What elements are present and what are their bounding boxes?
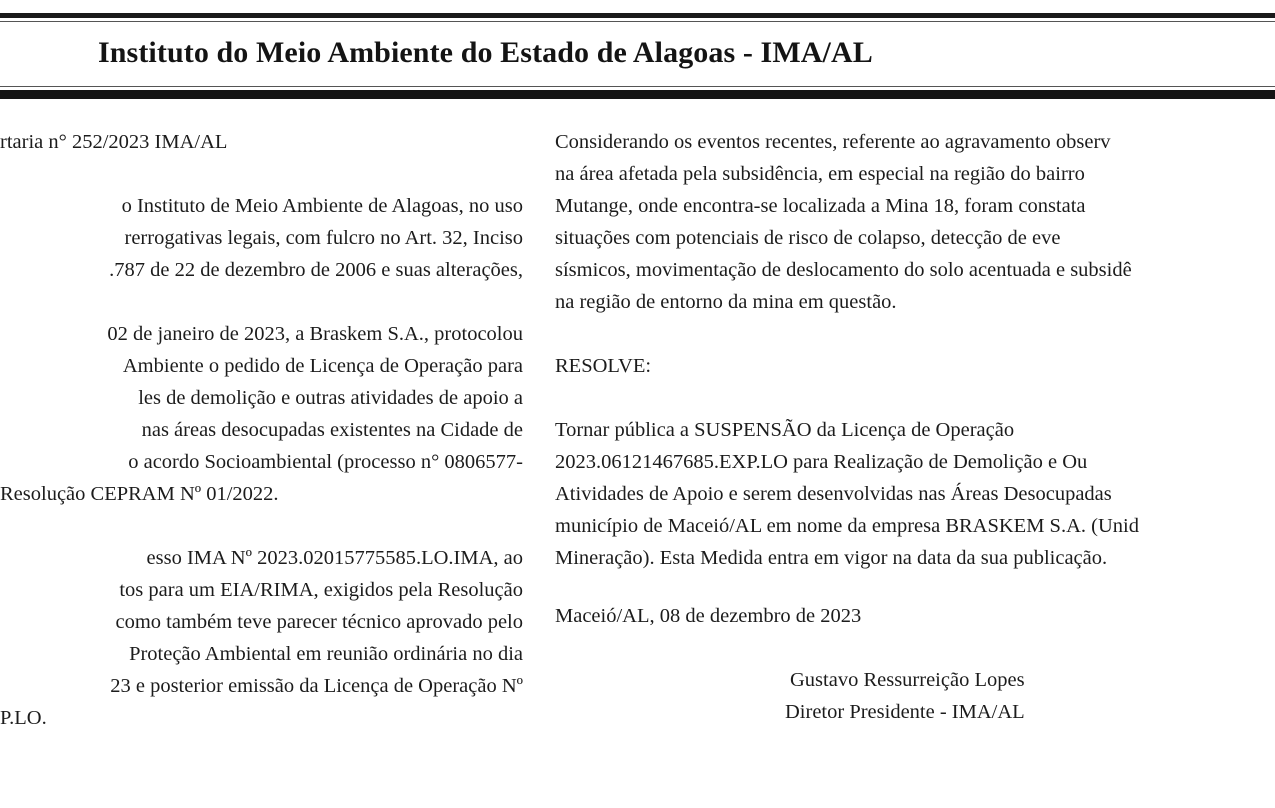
considerando-line: situações com potenciais de risco de colapso, detecção de eve (555, 227, 1061, 249)
resolve-heading: RESOLVE: (555, 355, 652, 377)
header-top-rule (0, 13, 1275, 18)
paragraph3-line: P.LO. (0, 707, 47, 729)
paragraph1-line: rerrogativas legais, com fulcro no Art. 32, Inciso (124, 227, 523, 249)
paragraph1-line: o Instituto de Meio Ambiente de Alagoas, no uso (121, 195, 523, 217)
paragraph2-line: les de demolição e outras atividades de apoio a (138, 387, 523, 409)
considerando-line: Considerando os eventos recentes, referente ao agravamento observ (555, 131, 1111, 153)
header-bottom-thin-rule (0, 86, 1275, 87)
tornar-line: município de Maceió/AL em nome da empresa BRASKEM S.A. (Unid (555, 515, 1139, 537)
date-line: Maceió/AL, 08 de dezembro de 2023 (555, 605, 862, 627)
tornar-line: Mineração). Esta Medida entra em vigor na data da sua publicação. (555, 547, 1108, 569)
paragraph3-line: como também teve parecer técnico aprovado pelo (115, 611, 523, 633)
tornar-line: Atividades de Apoio e serem desenvolvidas nas Áreas Desocupadas (555, 483, 1112, 505)
signatory-name: Gustavo Ressurreição Lopes (790, 669, 1025, 691)
paragraph2-line: 02 de janeiro de 2023, a Braskem S.A., protocolou (107, 323, 523, 345)
paragraph2-line: Ambiente o pedido de Licença de Operação para (122, 355, 523, 377)
paragraph3-line: tos para um EIA/RIMA, exigidos pela Resolução (119, 579, 523, 601)
paragraph3-line: 23 e posterior emissão da Licença de Operação Nº (110, 675, 523, 697)
page-title: Instituto do Meio Ambiente do Estado de Alagoas - IMA/AL (98, 36, 873, 69)
tornar-line: 2023.06121467685.EXP.LO para Realização de Demolição e Ou (555, 451, 1088, 473)
paragraph2-line: Resolução CEPRAM Nº 01/2022. (0, 483, 279, 505)
considerando-line: na região de entorno da mina em questão. (555, 291, 897, 313)
paragraph2-line: o acordo Socioambiental (processo n° 0806577- (128, 451, 523, 473)
header-bottom-rule (0, 90, 1275, 99)
paragraph3-line: esso IMA Nº 2023.02015775585.LO.IMA, ao (146, 547, 523, 569)
portaria-number: rtaria n° 252/2023 IMA/AL (0, 131, 228, 153)
tornar-line: Tornar pública a SUSPENSÃO da Licença de Operação (555, 419, 1015, 441)
considerando-line: na área afetada pela subsidência, em especial na região do bairro (555, 163, 1085, 185)
paragraph1-line: .787 de 22 de dezembro de 2006 e suas alterações, (109, 259, 523, 281)
considerando-line: sísmicos, movimentação de deslocamento do solo acentuada e subsidê (555, 259, 1132, 281)
considerando-line: Mutange, onde encontra-se localizada a Mina 18, foram constata (555, 195, 1086, 217)
paragraph2-line: nas áreas desocupadas existentes na Cidade de (141, 419, 523, 441)
header-top-thin-rule (0, 21, 1275, 22)
paragraph3-line: Proteção Ambiental em reunião ordinária no dia (129, 643, 523, 665)
signatory-title: Diretor Presidente - IMA/AL (785, 701, 1025, 723)
